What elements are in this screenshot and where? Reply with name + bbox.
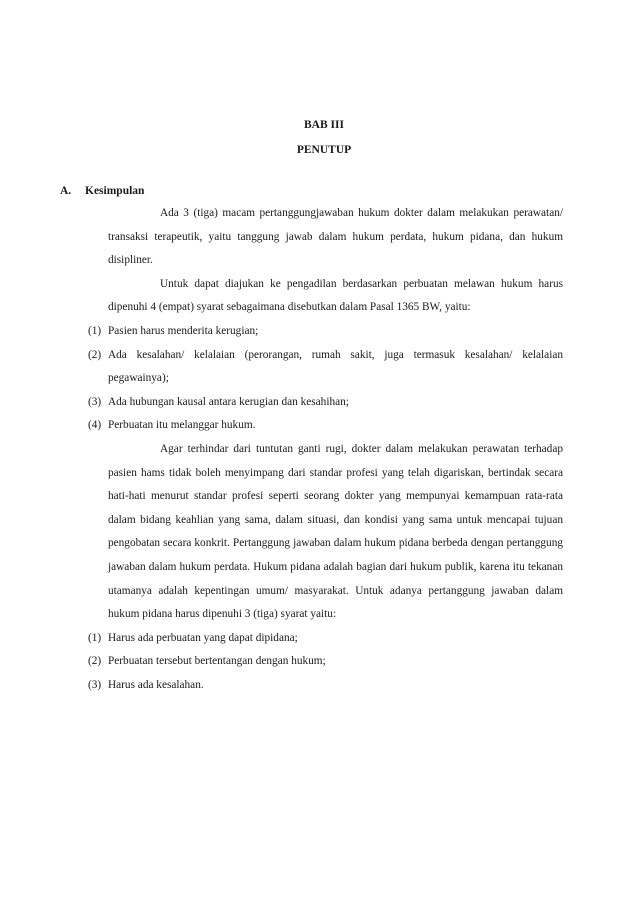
list-item [88, 320, 563, 344]
list-item-number: (4) [88, 419, 102, 432]
section-number: A. [60, 185, 72, 197]
list-item-number: (2) [88, 348, 102, 361]
list-item-text: Ada kesalahan/ kelalaian (perorangan, rumah sakit, juga termasuk kesalahan/ kelalaian pegawainya); [108, 348, 563, 385]
chapter-subtitle: PENUTUP [296, 144, 352, 156]
list-item-number: (1) [88, 324, 102, 337]
list-item [88, 391, 563, 415]
list-item [88, 627, 563, 651]
list-item-text: Harus ada perbuatan yang dapat dipidana; [108, 631, 298, 644]
list-item-number: (2) [88, 655, 102, 668]
paragraph: Agar terhindar dari tuntutan ganti rugi, dokter dalam melakukan perawatan terhadap pasien hams tidak boleh menyimpang dari standar profesi yang telah digariskan, bertindak secara hati-hati menurut standar profesi seperti seorang dokter yang mempunyai kemampuan rata-rata dalam bidang keahlian yang sama, dalam situasi, dan kondisi yang sama untuk mencapai tujuan pengobatan secara konkrit. Pertanggung jawaban dalam hukum pidana berbeda dengan pertanggung jawaban dalam hukum perdata. Hukum pidana adalah bagian dari hukum publik, karena itu tekanan utamanya adalah kepentingan umum/ masyarakat. Untuk adanya pertanggung jawaban dalam hukum pidana harus dipenuhi 3 (tiga) syarat yaitu: [108, 442, 563, 621]
paragraph: Ada 3 (tiga) macam pertanggungjawaban hukum dokter dalam melakukan perawatan/ transaksi terapeutik, yaitu tanggung jawab dalam hukum perdata, hukum pidana, dan hukum disipliner. [108, 207, 563, 267]
requirements-list [88, 320, 563, 438]
section-title: Kesimpulan [85, 185, 145, 197]
chapter-title: BAB III [304, 119, 344, 131]
list-item-text: Perbuatan tersebut bertentangan dengan hukum; [108, 655, 326, 668]
list-item [88, 344, 563, 391]
list-item-text: Harus ada kesalahan. [108, 678, 204, 691]
list-item-text: Pasien harus menderita kerugian; [108, 324, 259, 337]
list-item [88, 414, 563, 438]
list-item [88, 674, 563, 698]
list-item-text: Perbuatan itu melanggar hukum. [108, 419, 256, 432]
paragraph: Untuk dapat diajukan ke pengadilan berdasarkan perbuatan melawan hukum harus dipenuhi 4 (empat) syarat sebagaimana disebutkan dalam Pasal 1365 BW, yaitu: [108, 277, 563, 314]
criminal-requirements-list [88, 627, 563, 698]
list-item-text: Ada hubungan kausal antara kerugian dan kesahihan; [108, 395, 349, 408]
list-item-number: (3) [88, 395, 102, 408]
list-item-number: (3) [88, 678, 102, 691]
list-item-number: (1) [88, 631, 102, 644]
section-heading [60, 185, 144, 197]
section-body [88, 202, 563, 697]
list-item [88, 650, 563, 674]
